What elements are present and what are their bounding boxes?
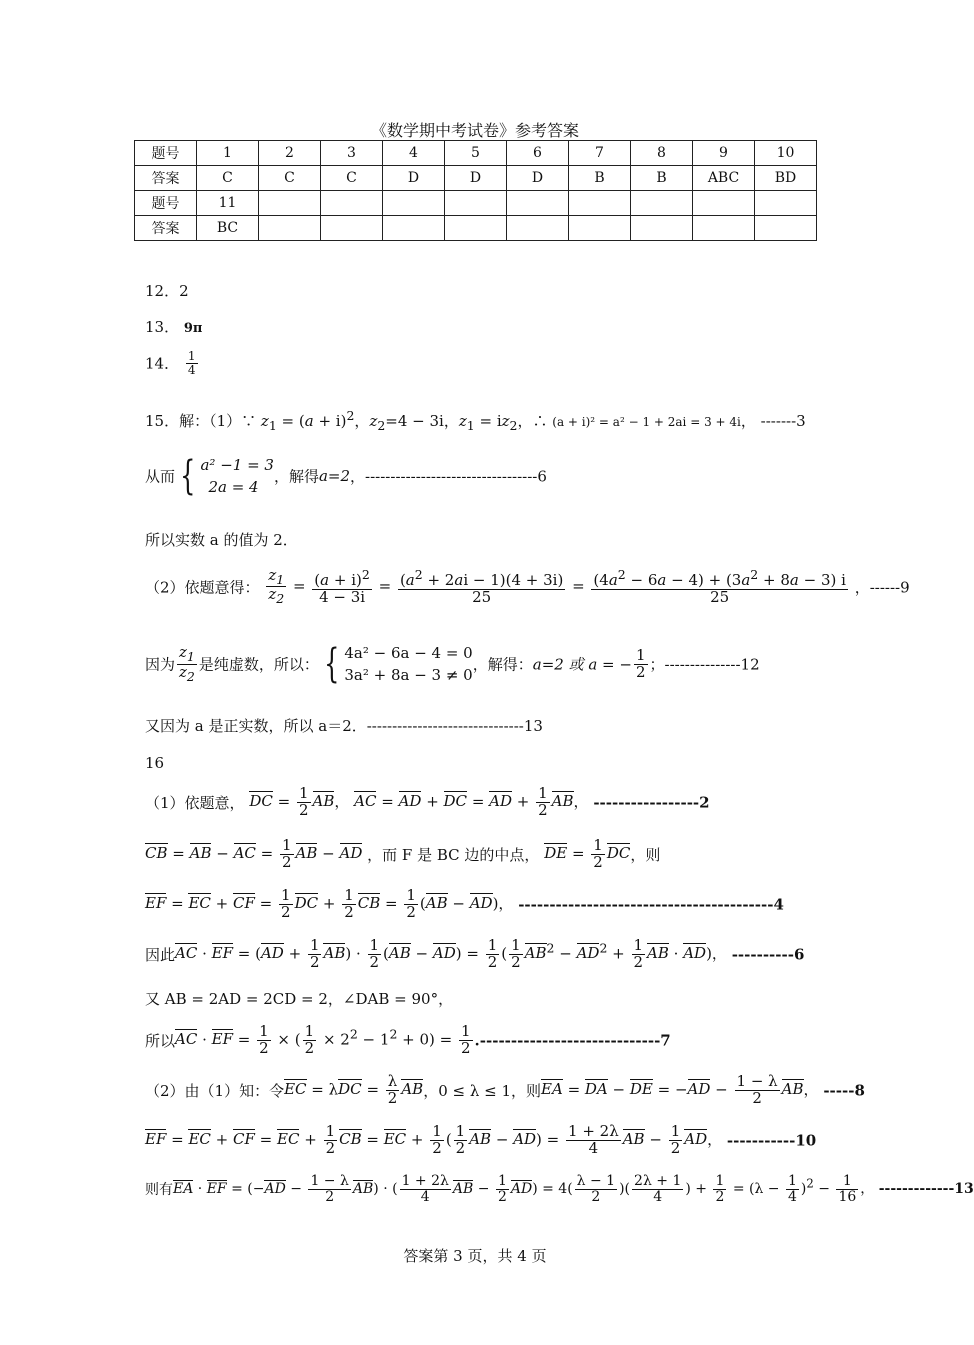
q16-mark-10: -----------10 (726, 1131, 817, 1150)
q16-mark-8: -----8 (823, 1081, 865, 1100)
q15-from: 从而 (145, 467, 176, 486)
table-cell: C (259, 166, 321, 191)
fraction: $\frac{(a^2 + 2ai - 1)(4 + 3i)}{25}$ (399, 567, 564, 606)
table-row-numbers-2 (135, 191, 817, 216)
q15-final: 又因为 a 是正实数，所以 a＝2．-------------------------------13 (145, 717, 543, 735)
table-cell: 6 (507, 141, 569, 166)
brace: { (323, 641, 340, 687)
document-title: 《数学期中考试卷》参考答案 (370, 121, 579, 140)
fraction: $\frac{(a + i)^2}{4 - 3i}$ (314, 567, 370, 606)
q16-range: ，0 ≤ λ ≤ 1，则 (423, 1081, 541, 1100)
q16-so: 所以 (145, 1031, 176, 1050)
table-row-answers-1 (135, 166, 817, 191)
table-cell: D (445, 166, 507, 191)
row-label-answer: 答案 (135, 166, 197, 191)
q16-mark-4: -----------------------------------------4 (518, 895, 784, 914)
z-ratio: $\frac{z_1}{z_2}$ (268, 566, 285, 607)
answer-13-value: 9π (183, 321, 203, 336)
table-cell: 5 (445, 141, 507, 166)
q16-line-6: （2）由（1）知：令EC = λDC = $\frac{\lambda}{2}$ AB，0 ≤ λ ≤ 1，则EA = DA − DE = −AD − $\frac{1 - \lambda}{2}$ AB， -----8 (145, 1072, 865, 1107)
table-cell: 2 (259, 141, 321, 166)
q16-part1-lead: （1）依题意， (145, 793, 245, 812)
table-cell: C (321, 166, 383, 191)
q16-line-4: 因此AC · EF = (AD + $\frac{1}{2}$ AB) · $\frac{1}{2}$ (AB − AD) = $\frac{1}{2}$ ( $\frac{1}{2}$ $AB^2 - AD^2$ + $\frac{1}{2}$ AB · AD)， ----------6 (145, 936, 805, 971)
q16-line-3: EF = EC + CF = $\frac{1}{2}$ DC + $\frac{1}{2}$ CB = $\frac{1}{2}$ (AB − AD)， -----------------------------------------4 (145, 886, 784, 921)
table-cell: C (197, 166, 259, 191)
brace: { (180, 453, 196, 499)
q16-line-8: 则有EA · EF = (−AD − $\frac{1 - \lambda}{2}$ AB) · ( $\frac{1 + 2\lambda}{4}$ AB − $\frac{1}{2}$ AD) = 4( $\frac{\lambda - 1}{2}$ )( $\frac{2\lambda + 1}{4}$ ) + $\frac{1}{2}$ = (λ − $\frac{1}{4}$ )$^2$ − $\frac{1}{16}$ ， -------------13 (145, 1173, 974, 1205)
z-ratio: $\frac{z_1}{z_2}$ (179, 643, 195, 684)
page-footer: 答案第 3 页，共 4 页 (403, 1247, 547, 1265)
answer-14 (145, 350, 200, 376)
vector: DC (249, 792, 273, 811)
table-cell: D (383, 166, 445, 191)
q15-line-1 (145, 408, 806, 433)
answer-14-fraction: $\frac{1}{4}$ (187, 349, 196, 377)
answer-14-label: 14． (145, 354, 180, 373)
table-cell: 9 (693, 141, 755, 166)
row-label-answer: 答案 (135, 216, 197, 241)
table-cell: D (507, 166, 569, 191)
table-cell: 11 (197, 191, 259, 216)
q16-thus: 因此 (145, 945, 176, 964)
table-row-answers-2 (135, 216, 817, 241)
answer-13 (145, 316, 202, 337)
table-cell: 7 (569, 141, 631, 166)
q15-a-value: a=2 (318, 467, 351, 485)
q15-part2: （2）依题意得： $\frac{z_1}{z_2}$ = $\frac{(a + i)^2}{4 - 3i}$ = $\frac{(a^2 + 2ai - 1)(4 + 3i)}{25}$ = $\frac{(4a^2 - 6a - 4) + (3a^2 + 8a - 3) i}{25}$ ，------9 (145, 566, 910, 607)
fraction: $\frac{1}{2}$ (635, 645, 646, 681)
q16-mark-13: -------------13 (878, 1181, 974, 1198)
q15-mark-12: ；---------------12 (649, 655, 760, 674)
table-cell: B (569, 166, 631, 191)
answer-12: 12．2 (145, 282, 189, 300)
q16-mark-2: -----------------2 (593, 793, 710, 812)
table-cell: B (631, 166, 693, 191)
q15-mark-3: -------3 (760, 412, 806, 430)
table-cell: BC (197, 216, 259, 241)
q15-part2-lead: （2）依题意得： (145, 578, 260, 597)
answer-13-label: 13． (145, 318, 180, 336)
q15-pure-text: 是纯虚数，所以： (198, 655, 319, 674)
q15-conclusion: 所以实数 a 的值为 2． (145, 531, 298, 549)
q16-mark-7: .-----------------------------7 (474, 1031, 671, 1050)
q16-line-7: EF = EC + CF = EC + $\frac{1}{2}$ CB = EC + $\frac{1}{2}$ ( $\frac{1}{2}$ AB − AD) = $\frac{1 + 2\lambda}{4}$ AB − $\frac{1}{2}$ AD， -----------10 (145, 1122, 817, 1157)
table-cell: ABC (693, 166, 755, 191)
q16-line-2: CB = AB − AC = $\frac{1}{2}$ AB − AD ，而 F 是 BC 边的中点， DE = $\frac{1}{2}$ DC，则 (145, 836, 661, 871)
q16-also: 又 AB = 2AD = 2CD = 2，∠DAB = 90°， (145, 990, 454, 1008)
q15-solve: ，解得 (273, 467, 319, 486)
q15-given: $z_1 = (a + i)^2$，$z_2=4 - 3i$，$z_1 = iz_2$，∴ (a + i)² = a² − 1 + 2ai = 3 + 4i， (260, 408, 756, 433)
q16-line-5: 所以AC · EF = $\frac{1}{2}$ × ( $\frac{1}{2}$ × $2^2 - 1^2 + 0$) = $\frac{1}{2}$ .-----------------------------7 (145, 1022, 671, 1057)
q16-mark-6: ----------6 (731, 945, 805, 964)
q15-pure-imag (145, 642, 760, 686)
q15-because: 因为 (145, 655, 176, 674)
q15-solve-2: ，解得： (472, 655, 533, 674)
fraction: $\frac{1}{2}$ (298, 784, 309, 819)
table-cell: 1 (197, 141, 259, 166)
table-cell: BD (755, 166, 817, 191)
table-cell: 10 (755, 141, 817, 166)
table-row-numbers-1 (135, 141, 817, 166)
q16-part2-lead: （2）由（1）知：令 (145, 1081, 285, 1100)
table-cell: 4 (383, 141, 445, 166)
q16-then: ，则 (630, 845, 661, 864)
table-cell: 8 (631, 141, 693, 166)
q15-lead: 15．解：（1）∵ (145, 412, 257, 430)
q16-label: 16 (145, 754, 165, 772)
q15-mark-9: ，------9 (854, 578, 910, 597)
row-label-question: 题号 (135, 141, 197, 166)
q15-line-2 (145, 454, 547, 498)
q15-system: a² −1 = 3 2a = 4 (200, 456, 274, 496)
q16-line-1: （1）依题意， DC = $\frac{1}{2}$ AB， AC = AD + DC = AD + $\frac{1}{2}$ AB， -----------------2 (145, 784, 710, 819)
q16-midpoint: ，而 F 是 BC 边的中点， (367, 845, 540, 864)
table-cell: 3 (321, 141, 383, 166)
answer-table (134, 140, 817, 241)
fraction: $\frac{(4a^2 - 6a - 4) + (3a^2 + 8a - 3) i}{25}$ (593, 567, 846, 606)
row-label-question: 题号 (135, 191, 197, 216)
q16-then-have: 则有 (145, 1182, 173, 1199)
q15-solutions: a=2 或 a = − (532, 655, 632, 674)
q15-system-2: 4a² − 6a − 4 = 0 3a² + 8a − 3 ≠ 0 (344, 644, 473, 684)
q15-mark-6: ，----------------------------------6 (350, 467, 547, 486)
